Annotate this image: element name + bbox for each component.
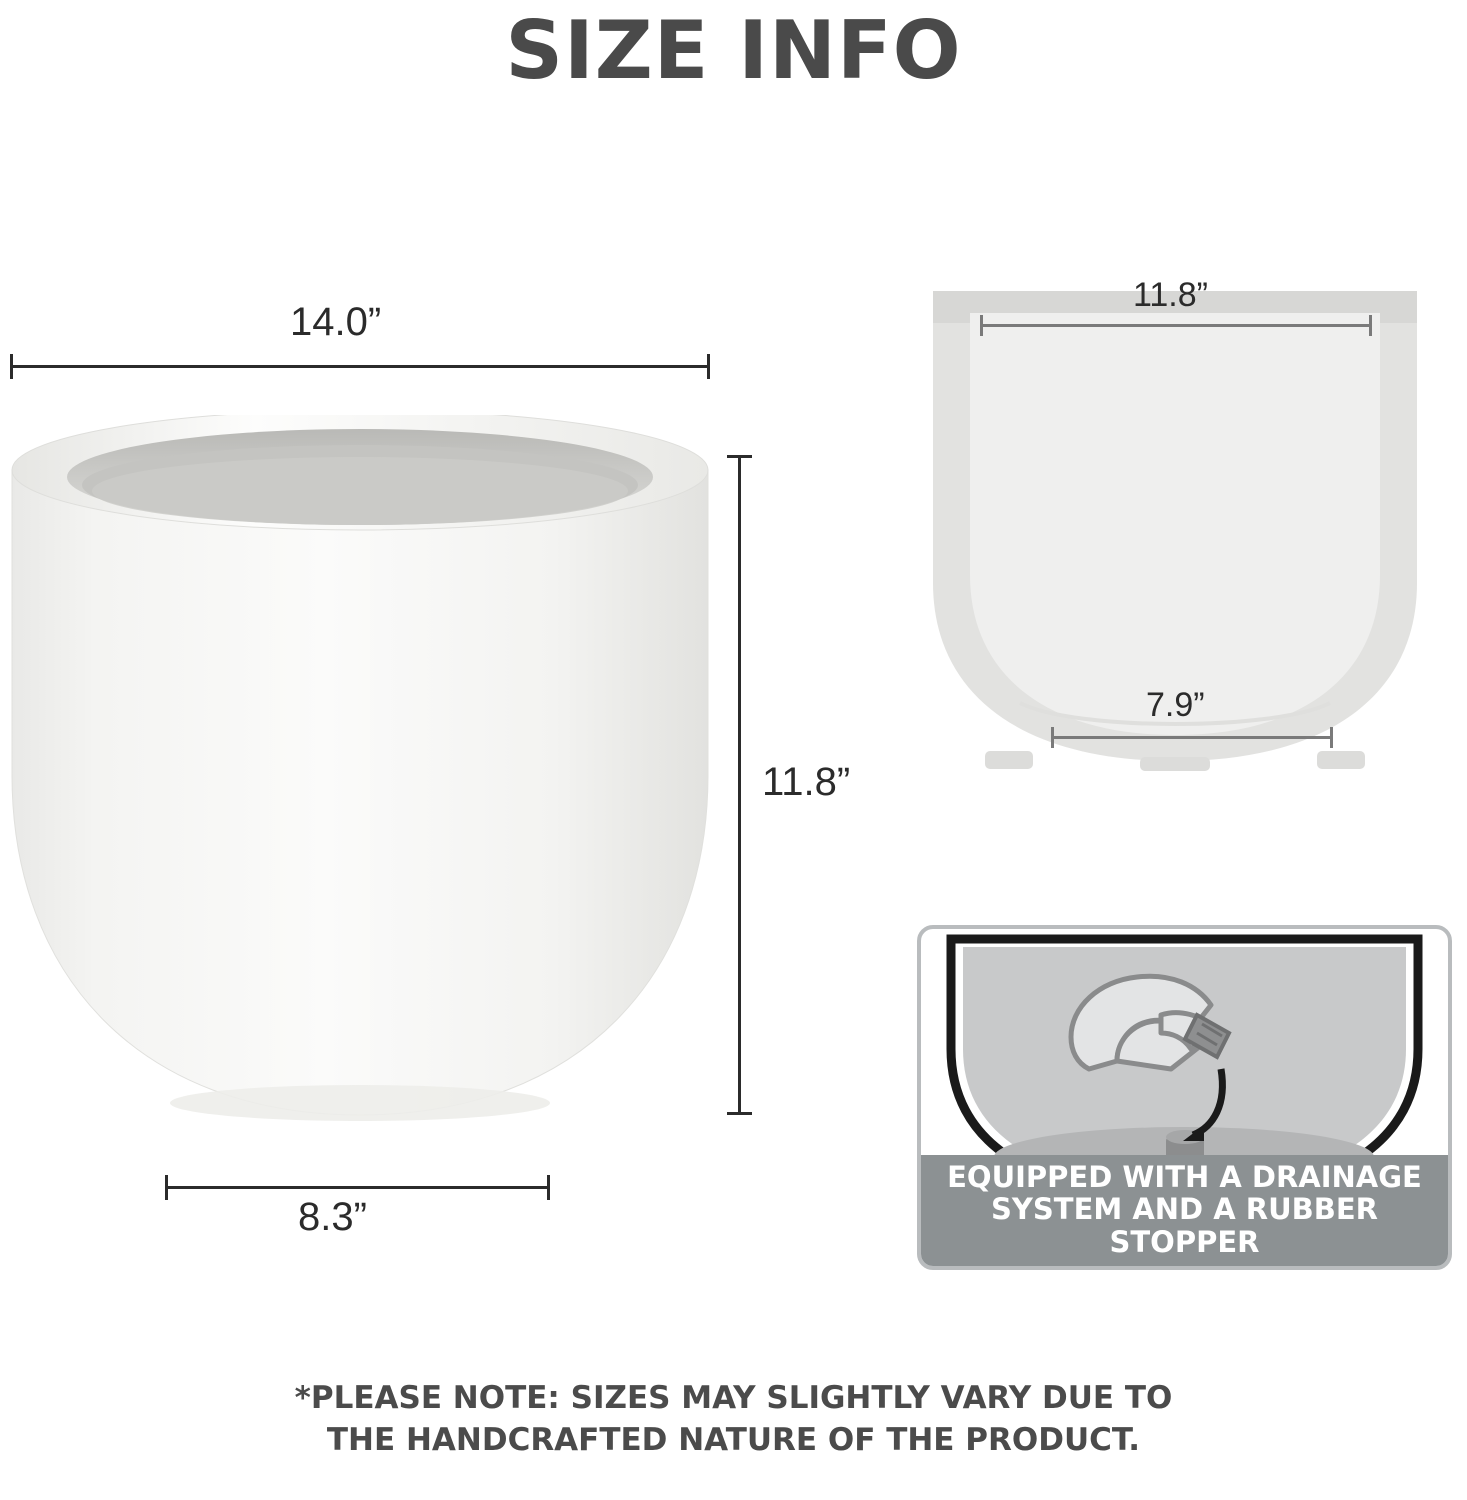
height-rule [738, 455, 741, 1115]
main-pot-photo [10, 415, 710, 1135]
drainage-caption-line1: EQUIPPED WITH A DRAINAGE [947, 1159, 1422, 1194]
height-label: 11.8” [762, 760, 851, 804]
top-diameter-rule [10, 365, 710, 368]
page-title: SIZE INFO [505, 4, 962, 97]
base-diameter-rule [165, 1186, 550, 1189]
drainage-caption-line2: SYSTEM AND A RUBBER STOPPER [991, 1192, 1378, 1259]
inner-top-diameter-rule [980, 324, 1372, 327]
footnote-line1: *PLEASE NOTE: SIZES MAY SLIGHTLY VARY DUE TO [294, 1380, 1173, 1416]
footnote [0, 1378, 1467, 1462]
top-diameter-label: 14.0” [290, 300, 382, 344]
drainage-caption [921, 1155, 1448, 1266]
inner-top-diameter-label: 11.8” [1133, 276, 1208, 314]
base-diameter-label: 8.3” [298, 1195, 367, 1239]
inner-base-diameter-label: 7.9” [1146, 686, 1205, 724]
inner-base-diameter-rule [1051, 736, 1333, 739]
pot-illustration [10, 415, 710, 1135]
drainage-panel [917, 925, 1452, 1270]
footnote-line2: THE HANDCRAFTED NATURE OF THE PRODUCT. [326, 1421, 1141, 1458]
